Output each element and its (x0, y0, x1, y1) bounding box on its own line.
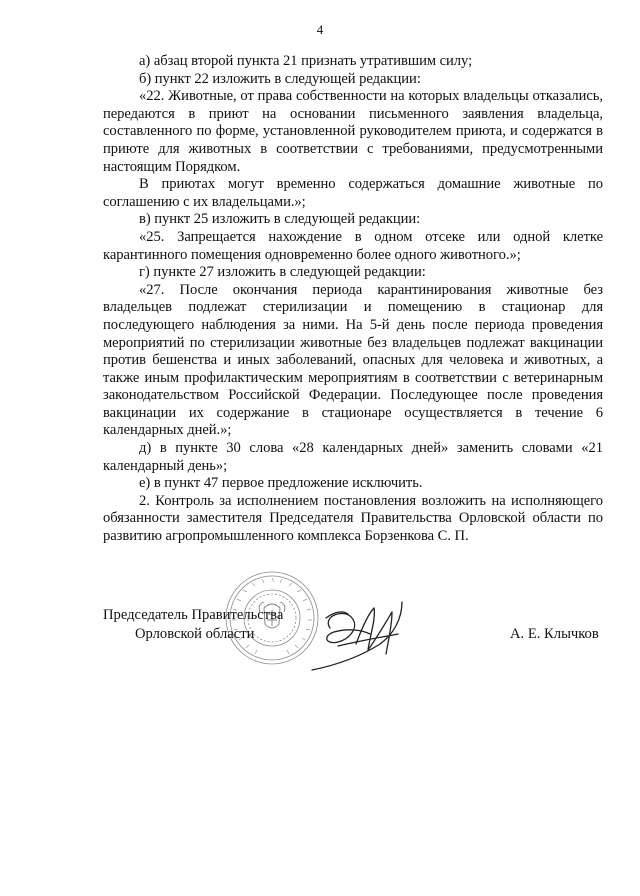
paragraph: д) в пункте 30 слова «28 календарных дней» заменить словами «21 календарный день»; (103, 440, 603, 474)
page-number: 4 (316, 22, 324, 37)
paragraph: «27. После окончания периода карантинирования животные без владельцев подлежат стерилизации и помещению в стационар для последующего наблюдения за ними. На 5-й день после периода проведения мероприятий по стерилизации животные без владельцев подлежат вакцинации против бешенства и иных заболеваний, опасных для человека и животных, а также иным профилактическим мероприятиям в соответствии с ветеринарным законодательством Российской Федерации. Последующее после проведения вакцинации их содержание в стационаре осуществляется в течение 6 календарных дней.»; (103, 281, 603, 439)
handwritten-signature (252, 588, 412, 678)
paragraph: «22. Животные, от права собственности на которых владельцы отказались, передаются в приют на основании письменного заявления владельца, составленного по форме, установленной руководителем приюта, и содержатся в приюте для животных в соответствии с требованиями, предусмотренными настоящим Порядком. (103, 88, 603, 175)
signatory-position-line2: Орловской области (135, 626, 255, 642)
paragraph: б) пункт 22 изложить в следующей редакции: (139, 70, 421, 87)
paragraph: г) пункте 27 изложить в следующей редакции: (139, 264, 426, 281)
signatory-name: А. Е. Клычков (510, 626, 599, 642)
paragraph: е) в пункт 47 первое предложение исключить. (139, 475, 423, 492)
paragraph: а) абзац второй пункта 21 признать утратившим силу; (139, 53, 473, 69)
document-body (103, 53, 603, 546)
paragraph: «25. Запрещается нахождение в одном отсеке или одной клетке карантинного помещения одновременно более одного животного.»; (103, 228, 603, 263)
paragraph: в) пункт 25 изложить в следующей редакции: (139, 211, 421, 228)
paragraph: В приютах могут временно содержаться домашние животные по соглашению с их владельцами.»; (103, 176, 603, 210)
signatory-position-line1: Председатель Правительства (103, 607, 284, 623)
paragraph: 2. Контроль за исполнением постановления возложить на исполняющего обязанности заместителя Председателя Правительства Орловской области по развитию агропромышленного комплекса Борзенкова С. П. (103, 492, 603, 545)
